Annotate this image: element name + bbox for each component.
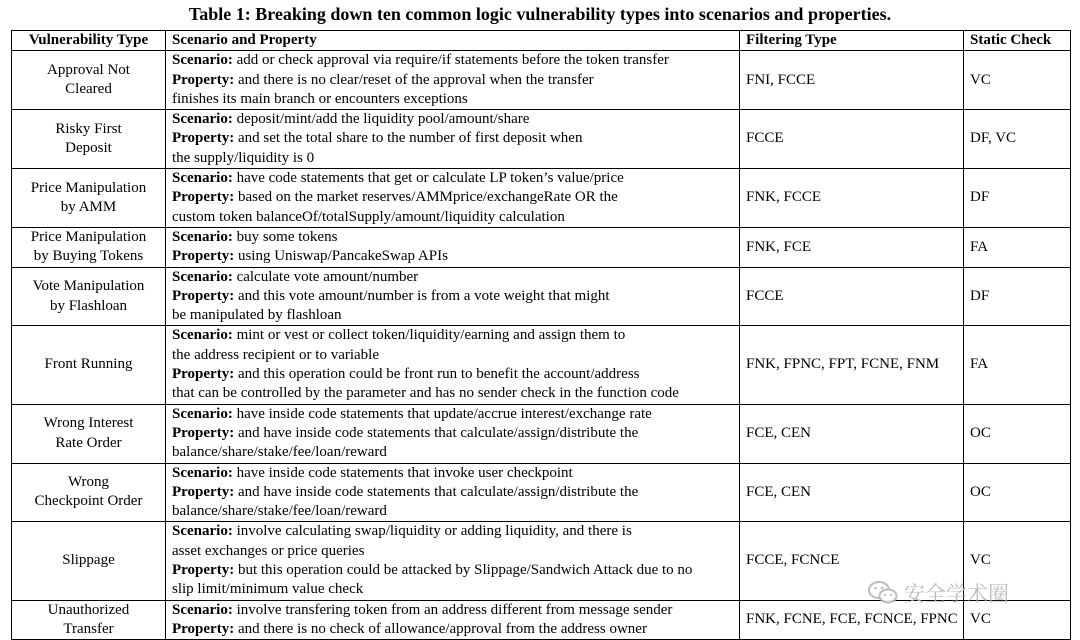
vulnerability-type-line: Checkpoint Order — [34, 493, 143, 510]
vulnerability-type-line: Approval Not — [47, 61, 130, 78]
scenario-property-line — [172, 90, 733, 109]
table-row — [12, 463, 1071, 522]
vulnerability-type-line: Front Running — [44, 356, 133, 373]
property-label: Property: — [172, 130, 235, 147]
scenario-property-line — [172, 580, 733, 599]
line-text: have code statements that get or calculate LP token’s value/price — [232, 170, 624, 187]
scenario-property-line — [172, 483, 733, 502]
vulnerability-type-line: Unauthorized — [47, 601, 130, 618]
scenario-property-line — [172, 365, 733, 384]
static-check-cell: FA — [964, 227, 1071, 267]
property-label: Property: — [172, 248, 235, 265]
vulnerability-type-line: Risky First — [55, 120, 122, 137]
filtering-type-cell: FNK, FPNC, FPT, FCNE, FNM — [740, 326, 964, 404]
table-row — [12, 404, 1071, 463]
filtering-type-cell: FNK, FCNE, FCE, FCNCE, FPNC — [740, 600, 964, 640]
header-static-check: Static Check — [964, 31, 1071, 51]
line-text: buy some tokens — [232, 228, 338, 245]
line-text: balance/share/stake/fee/loan/reward — [172, 503, 387, 520]
vulnerability-type-cell — [12, 110, 166, 169]
vulnerability-type-line: by Buying Tokens — [33, 248, 144, 265]
line-text: and there is no check of allowance/approval from the address owner — [234, 620, 647, 637]
table-caption: Table 1: Breaking down ten common logic vulnerability types into scenarios and properties. — [188, 4, 892, 24]
scenario-label: Scenario: — [172, 327, 233, 344]
line-text: based on the market reserves/AMMprice/exchangeRate OR the — [234, 189, 618, 206]
scenario-property-line — [172, 464, 733, 483]
scenario-property-cell — [166, 51, 740, 110]
vulnerability-type-line: Slippage — [62, 552, 115, 569]
line-text: asset exchanges or price queries — [172, 542, 365, 559]
scenario-property-line — [172, 601, 733, 620]
table-row — [12, 326, 1071, 404]
vulnerability-type-line: by Flashloan — [49, 297, 128, 314]
line-text: and have inside code statements that calculate/assign/distribute the — [234, 424, 639, 441]
scenario-label: Scenario: — [172, 464, 233, 481]
line-text: involve calculating swap/liquidity or adding liquidity, and there is — [232, 523, 632, 540]
vulnerability-type-line: Cleared — [65, 81, 112, 98]
property-label: Property: — [172, 366, 235, 383]
watermark — [868, 578, 1009, 608]
scenario-label: Scenario: — [172, 52, 233, 69]
scenario-label: Scenario: — [172, 170, 233, 187]
filtering-type-cell: FCE, CEN — [740, 404, 964, 463]
static-check-cell: DF, VC — [964, 110, 1071, 169]
scenario-property-line — [172, 561, 733, 580]
scenario-property-line — [172, 522, 733, 541]
static-check-cell: VC — [964, 600, 1071, 640]
line-text: and set the total share to the number of first deposit when — [234, 130, 583, 147]
filtering-type-cell: FCCE — [740, 110, 964, 169]
static-check-cell: VC — [964, 522, 1071, 600]
vulnerability-type-line: Wrong Interest — [43, 415, 134, 432]
line-text: and there is no clear/reset of the approval when the transfer — [234, 71, 594, 88]
scenario-property-line — [172, 287, 733, 306]
scenario-property-line — [172, 424, 733, 443]
line-text: slip limit/minimum value check — [172, 581, 364, 598]
property-label: Property: — [172, 562, 235, 579]
line-text: have inside code statements that invoke user checkpoint — [232, 464, 573, 481]
line-text: have inside code statements that update/accrue interest/exchange rate — [232, 405, 652, 422]
scenario-property-line — [172, 620, 733, 639]
scenario-property-cell — [166, 522, 740, 600]
line-text: add or check approval via require/if statements before the token transfer — [232, 52, 669, 69]
vulnerability-type-cell — [12, 600, 166, 640]
line-text: calculate vote amount/number — [232, 268, 419, 285]
scenario-property-cell — [166, 326, 740, 404]
scenario-property-line — [172, 208, 733, 227]
filtering-type-cell: FNI, FCCE — [740, 51, 964, 110]
filtering-type-cell: FCE, CEN — [740, 463, 964, 522]
filtering-type-cell: FNK, FCCE — [740, 169, 964, 228]
static-check-cell: FA — [964, 326, 1071, 404]
table-row — [12, 227, 1071, 267]
table-row — [12, 169, 1071, 228]
vulnerability-type-cell — [12, 51, 166, 110]
vulnerability-type-cell — [12, 169, 166, 228]
vulnerability-type-line: Wrong — [67, 474, 110, 491]
vulnerability-type-line: Price Manipulation — [30, 228, 147, 245]
vulnerability-type-cell — [12, 326, 166, 404]
scenario-label: Scenario: — [172, 523, 233, 540]
static-check-cell: DF — [964, 267, 1071, 326]
scenario-label: Scenario: — [172, 268, 233, 285]
line-text: mint or vest or collect token/liquidity/earning and assign them to — [232, 327, 626, 344]
scenario-property-line — [172, 129, 733, 148]
vulnerability-type-line: Deposit — [65, 140, 112, 157]
scenario-property-cell — [166, 110, 740, 169]
vulnerability-table — [11, 30, 1071, 640]
scenario-property-line — [172, 405, 733, 424]
scenario-label: Scenario: — [172, 405, 233, 422]
line-text: be manipulated by flashloan — [172, 307, 342, 324]
line-text: but this operation could be attacked by Slippage/Sandwich Attack due to no — [234, 562, 693, 579]
header-filtering-type: Filtering Type — [740, 31, 964, 51]
filtering-type-cell: FCCE, FCNCE — [740, 522, 964, 600]
property-label: Property: — [172, 287, 235, 304]
scenario-label: Scenario: — [172, 111, 233, 128]
filtering-type-cell: FNK, FCE — [740, 227, 964, 267]
vulnerability-type-cell — [12, 267, 166, 326]
vulnerability-type-line: by AMM — [60, 199, 117, 216]
scenario-label: Scenario: — [172, 601, 233, 618]
property-label: Property: — [172, 189, 235, 206]
line-text: balance/share/stake/fee/loan/reward — [172, 444, 387, 461]
scenario-property-cell — [166, 404, 740, 463]
scenario-property-line — [172, 326, 733, 345]
static-check-cell: DF — [964, 169, 1071, 228]
line-text: using Uniswap/PancakeSwap APIs — [234, 248, 448, 265]
scenario-property-cell — [166, 169, 740, 228]
scenario-property-line — [172, 346, 733, 365]
table-row — [12, 51, 1071, 110]
line-text: that can be controlled by the parameter and has no sender check in the function code — [172, 385, 679, 402]
line-text: finishes its main branch or encounters exceptions — [172, 90, 468, 107]
vulnerability-type-cell — [12, 227, 166, 267]
scenario-property-line — [172, 149, 733, 168]
scenario-property-line — [172, 384, 733, 403]
scenario-property-cell — [166, 267, 740, 326]
property-label: Property: — [172, 483, 235, 500]
property-label: Property: — [172, 424, 235, 441]
line-text: custom token balanceOf/totalSupply/amount/liquidity calculation — [172, 208, 565, 225]
header-vulnerability-type: Vulnerability Type — [12, 31, 166, 51]
wechat-icon — [868, 580, 898, 606]
line-text: involve transfering token from an address different from message sender — [232, 601, 673, 618]
property-label: Property: — [172, 620, 235, 637]
line-text: and this vote amount/number is from a vote weight that might — [234, 287, 610, 304]
scenario-property-cell — [166, 227, 740, 267]
vulnerability-type-line: Transfer — [63, 620, 114, 637]
scenario-property-line — [172, 542, 733, 561]
vulnerability-type-line: Rate Order — [55, 434, 122, 451]
static-check-cell: OC — [964, 404, 1071, 463]
vulnerability-type-cell — [12, 522, 166, 600]
header-scenario-property: Scenario and Property — [166, 31, 740, 51]
table-row — [12, 110, 1071, 169]
scenario-property-line — [172, 228, 733, 247]
scenario-property-line — [172, 306, 733, 325]
vulnerability-type-cell — [12, 463, 166, 522]
line-text: the address recipient or to variable — [172, 346, 379, 363]
line-text: and this operation could be front run to benefit the account/address — [234, 366, 640, 383]
scenario-property-cell — [166, 463, 740, 522]
line-text: and have inside code statements that calculate/assign/distribute the — [234, 483, 639, 500]
scenario-property-line — [172, 247, 733, 266]
header-row — [12, 31, 1071, 51]
scenario-property-line — [172, 502, 733, 521]
scenario-property-line — [172, 110, 733, 129]
scenario-property-line — [172, 268, 733, 287]
property-label: Property: — [172, 71, 235, 88]
static-check-cell: VC — [964, 51, 1071, 110]
scenario-property-line — [172, 51, 733, 70]
watermark-text: 安全学术圈 — [904, 582, 1009, 606]
line-text: the supply/liquidity is 0 — [172, 149, 315, 166]
vulnerability-type-line: Price Manipulation — [30, 179, 147, 196]
scenario-property-line — [172, 71, 733, 90]
line-text: deposit/mint/add the liquidity pool/amount/share — [232, 111, 530, 128]
vulnerability-type-cell — [12, 404, 166, 463]
filtering-type-cell: FCCE — [740, 267, 964, 326]
scenario-property-line — [172, 443, 733, 462]
scenario-label: Scenario: — [172, 228, 233, 245]
vulnerability-type-line: Vote Manipulation — [32, 278, 145, 295]
scenario-property-cell — [166, 600, 740, 640]
static-check-cell: OC — [964, 463, 1071, 522]
scenario-property-line — [172, 169, 733, 188]
table-row — [12, 267, 1071, 326]
scenario-property-line — [172, 188, 733, 207]
